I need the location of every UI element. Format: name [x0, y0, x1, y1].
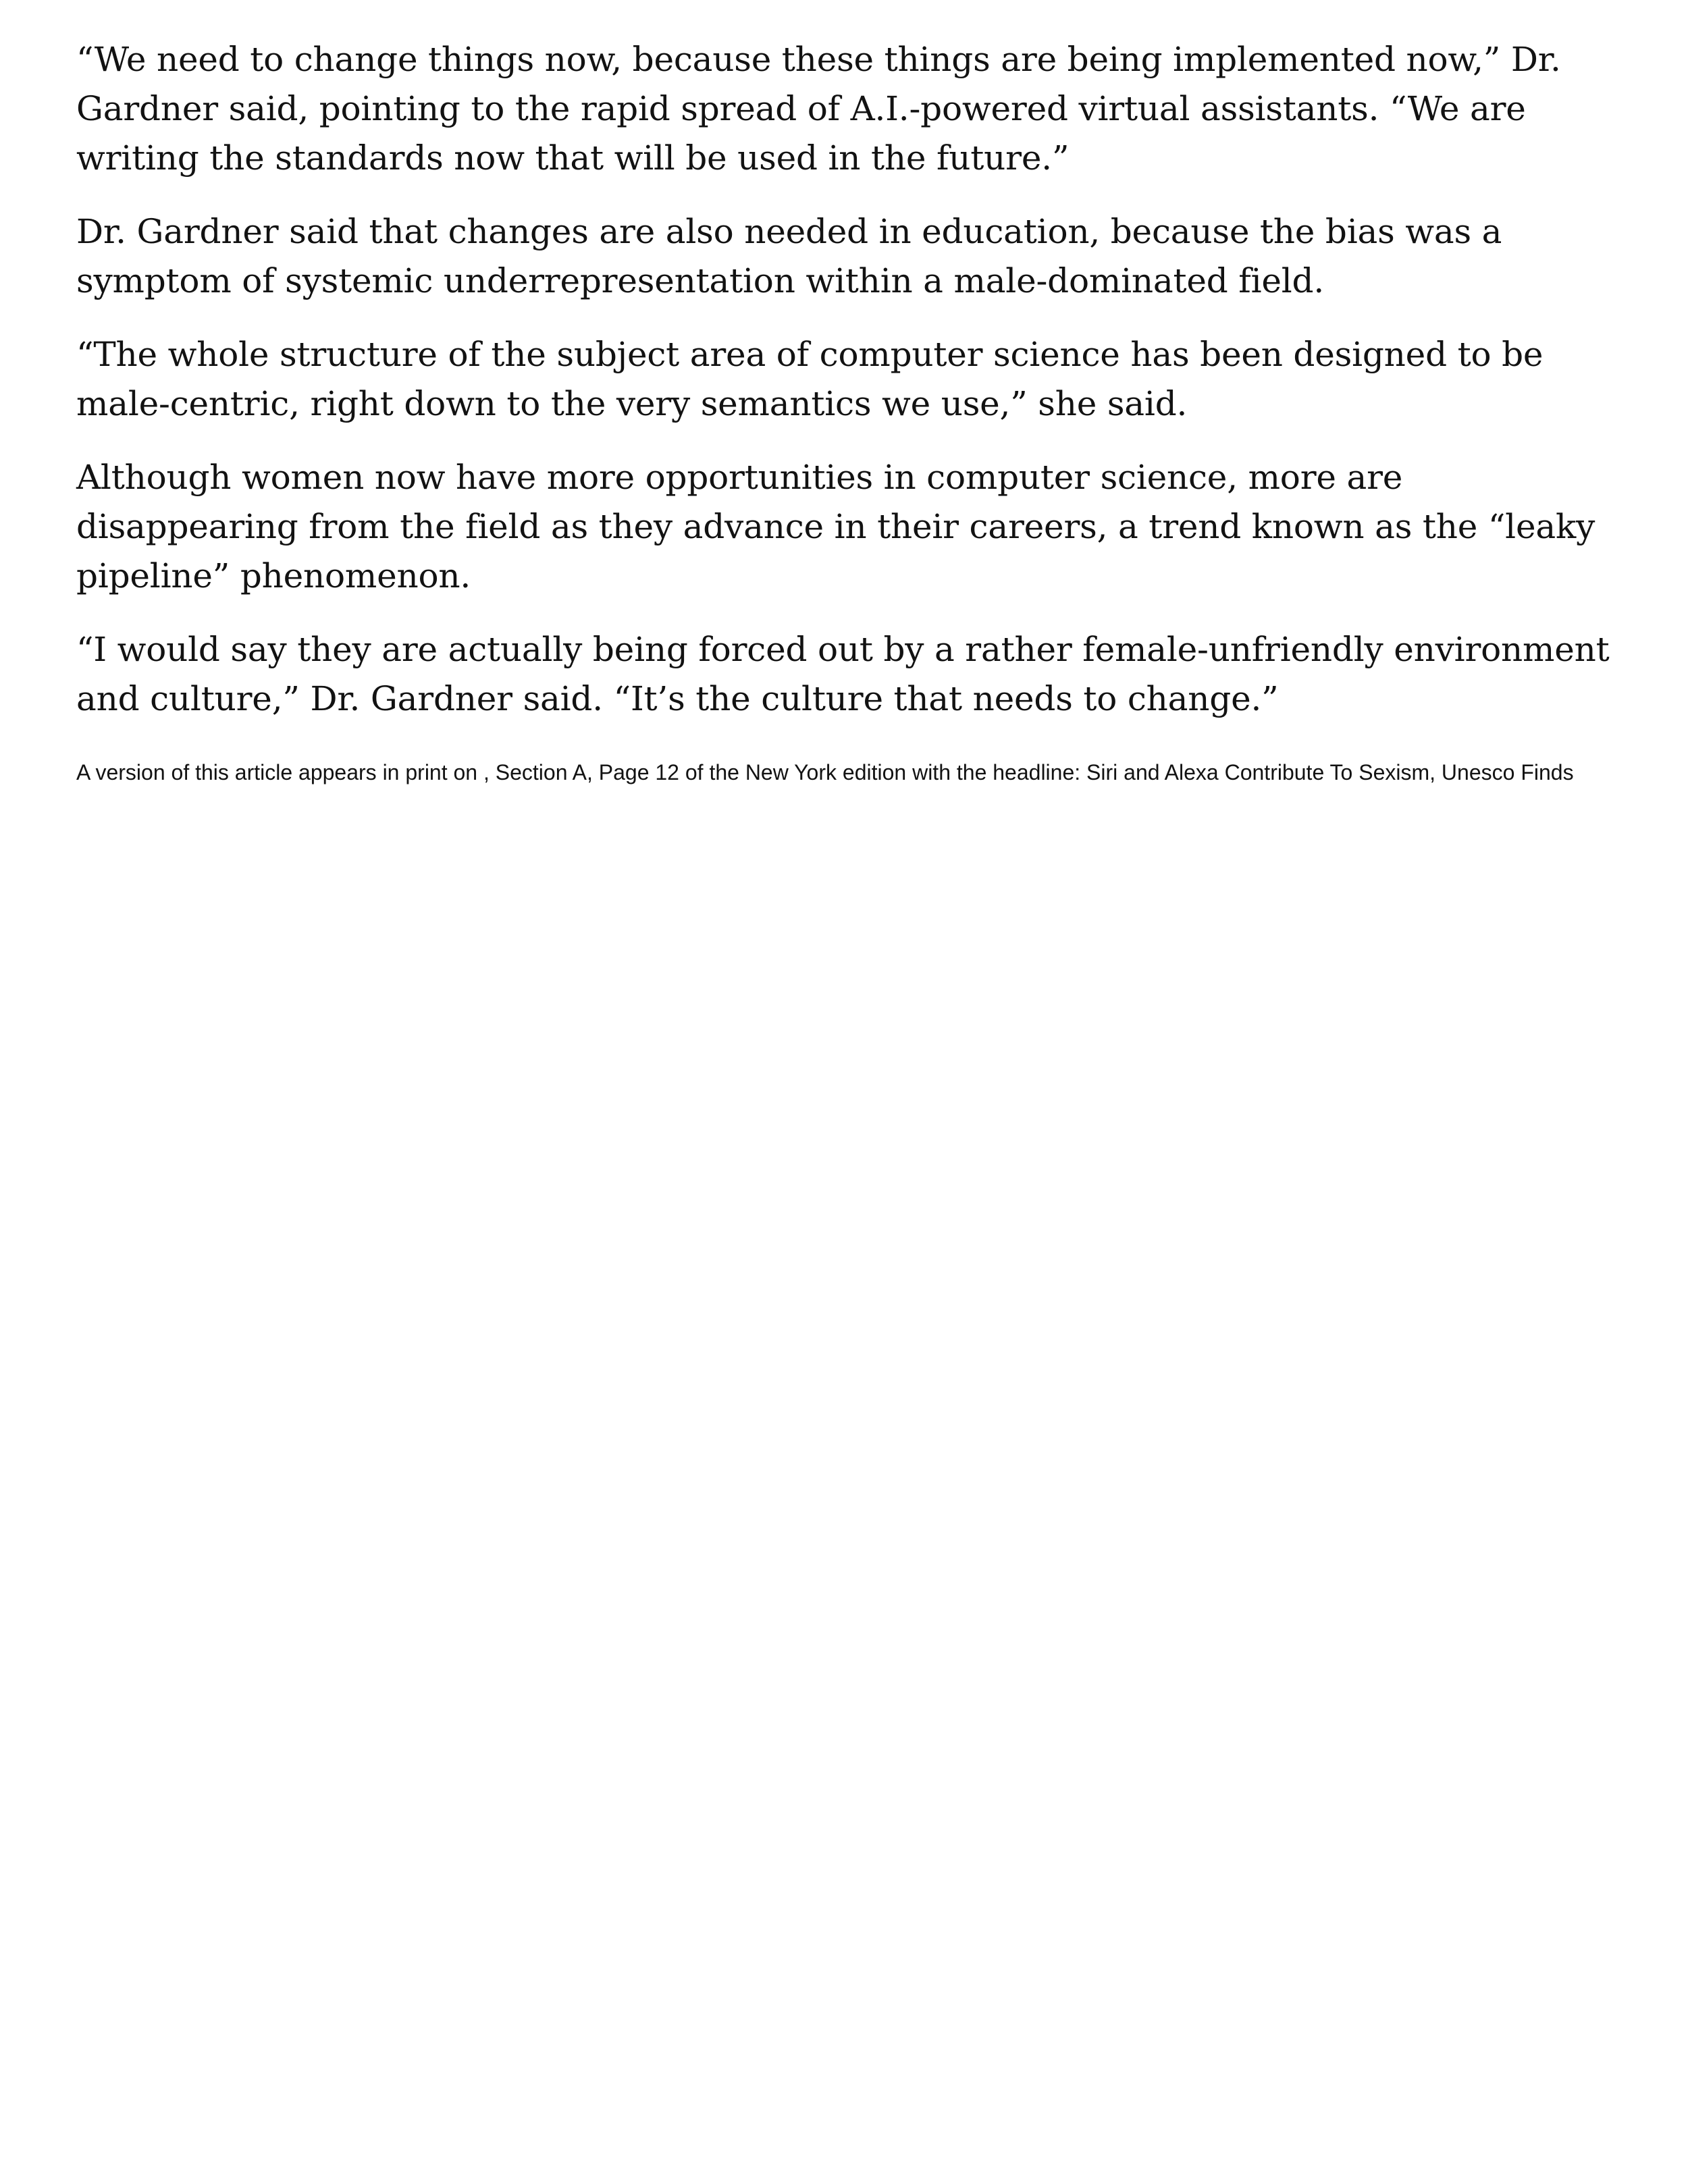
article-paragraph-1: “We need to change things now, because these things are being implemented now,” Dr. Gardner said, pointing to the rapid spread of A.I.-powered virtual assistants. “We are writing the standards now that will be used in the future.”	[76, 40, 1561, 178]
article-paragraph-5: “I would say they are actually being forced out by a rather female-unfriendly environment and culture,” Dr. Gardner said. “It’s the culture that needs to change.”	[76, 630, 1610, 718]
article-paragraph-3: “The whole structure of the subject area of computer science has been designed to be male-centric, right down to the very semantics we use,” she said.	[76, 335, 1544, 423]
article-paragraph-4: Although women now have more opportunities in computer science, more are disappearing from the field as they advance in their careers, a trend known as the “leaky pipeline” phenomenon.	[76, 458, 1595, 595]
article-paragraph-2: Dr. Gardner said that changes are also needed in education, because the bias was a symptom of systemic underrepresentation within a male-dominated field.	[76, 212, 1502, 300]
article-body	[76, 35, 1629, 788]
print-edition-note: A version of this article appears in print on , Section A, Page 12 of the New York edition with the headline: Siri and Alexa Contribute To Sexism, Unesco Finds	[76, 760, 1574, 784]
